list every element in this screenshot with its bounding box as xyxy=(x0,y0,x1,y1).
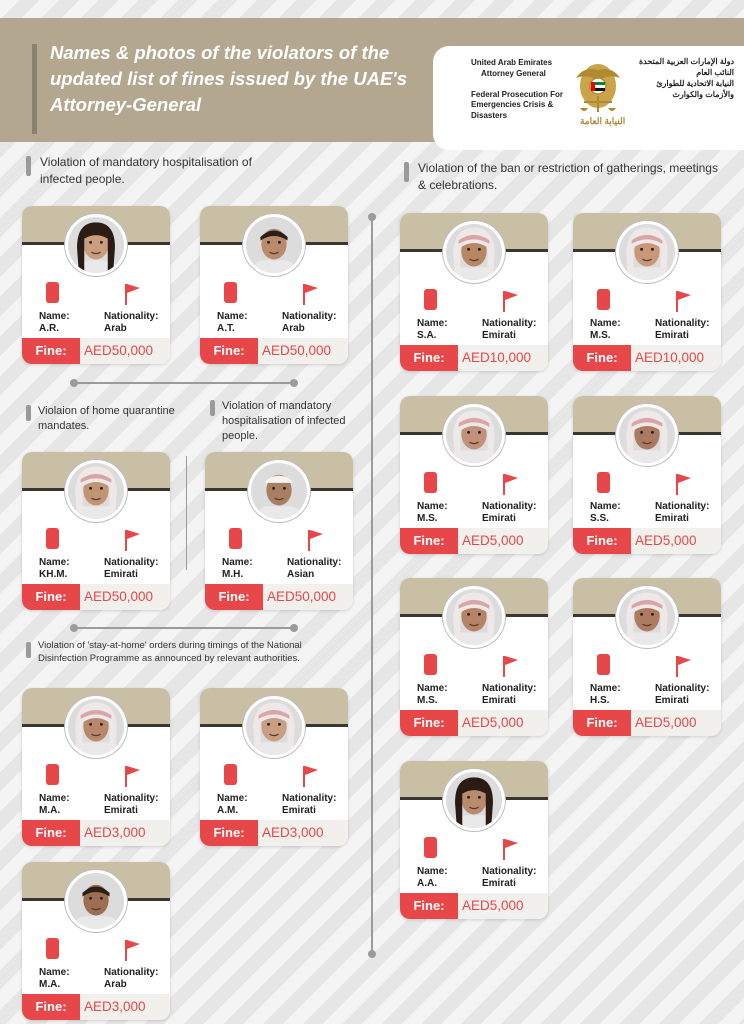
violator-photo xyxy=(616,586,678,648)
fine-amount: AED3,000 xyxy=(84,999,146,1014)
violator-nationality: Emirati xyxy=(104,805,138,816)
violator-name: S.A. xyxy=(417,330,437,341)
name-label: Name: xyxy=(39,793,70,804)
falcon-scales-emblem-icon xyxy=(570,56,626,116)
nationality-label: Nationality: xyxy=(282,311,337,322)
nationality-label: Nationality: xyxy=(282,793,337,804)
fine-row xyxy=(22,994,170,1020)
nationality-label: Nationality: xyxy=(482,318,537,329)
violator-photo xyxy=(65,696,127,758)
name-label: Name: xyxy=(39,967,70,978)
fine-row xyxy=(573,345,721,371)
name-label: Name: xyxy=(417,501,448,512)
name-label: Name: xyxy=(417,866,448,877)
fine-row xyxy=(400,710,548,736)
violator-nationality: Arab xyxy=(104,323,127,334)
fine-row xyxy=(200,820,348,846)
violator-photo xyxy=(65,214,127,276)
nationality-label: Nationality: xyxy=(104,793,159,804)
violator-nationality: Emirati xyxy=(655,513,689,524)
section-marker xyxy=(26,642,31,658)
section-title-hospitalisation-1: Violation of mandatory hospitalisation of infected people. xyxy=(40,155,252,186)
section-marker xyxy=(26,156,31,176)
flag-icon xyxy=(673,654,693,678)
violator-nationality: Emirati xyxy=(655,330,689,341)
violator-nationality: Emirati xyxy=(282,805,316,816)
fine-amount: AED5,000 xyxy=(635,715,697,730)
fine-amount: AED10,000 xyxy=(462,350,532,365)
violator-nationality: Emirati xyxy=(482,695,516,706)
violator-name: M.S. xyxy=(417,695,438,706)
name-label: Name: xyxy=(590,318,621,329)
section-marker xyxy=(404,162,409,182)
flag-icon xyxy=(673,289,693,313)
name-label: Name: xyxy=(217,793,248,804)
fine-label: Fine: xyxy=(22,994,80,1020)
row-divider xyxy=(74,382,294,384)
authority-en-line2: Attorney General xyxy=(481,68,546,78)
violator-name: M.S. xyxy=(590,330,611,341)
header-banner xyxy=(0,18,744,142)
nationality-label: Nationality: xyxy=(104,557,159,568)
violator-photo xyxy=(65,460,127,522)
flag-icon xyxy=(122,528,142,552)
violator-name: H.S. xyxy=(590,695,610,706)
violator-card xyxy=(400,761,548,919)
violator-nationality: Arab xyxy=(104,979,127,990)
authority-en-line3: Federal Prosecution For xyxy=(471,89,564,99)
violator-photo xyxy=(443,586,505,648)
violator-name: A.A. xyxy=(417,878,437,889)
section-title-hospitalisation-2: Violation of mandatory hospitalisation of infected people. xyxy=(222,400,346,442)
fine-amount: AED50,000 xyxy=(84,343,154,358)
flag-icon xyxy=(500,289,520,313)
fine-amount: AED50,000 xyxy=(84,589,154,604)
violator-name: M.S. xyxy=(417,513,438,524)
id-card-icon xyxy=(597,654,610,675)
violator-card xyxy=(573,578,721,736)
fine-amount: AED5,000 xyxy=(462,898,524,913)
violator-card xyxy=(400,213,548,371)
fine-row xyxy=(400,893,548,919)
authority-ar-line2: النائب العام xyxy=(696,68,734,77)
authority-en-line1: United Arab Emirates xyxy=(471,58,553,67)
nationality-label: Nationality: xyxy=(655,318,710,329)
fine-amount: AED5,000 xyxy=(462,533,524,548)
name-label: Name: xyxy=(217,311,248,322)
authority-en-line4: Emergencies Crisis & xyxy=(471,100,554,109)
fine-amount: AED3,000 xyxy=(84,825,146,840)
violator-card xyxy=(400,578,548,736)
header-accent-bar xyxy=(32,44,37,134)
nationality-label: Nationality: xyxy=(655,683,710,694)
flag-icon xyxy=(300,282,320,306)
violator-nationality: Emirati xyxy=(655,695,689,706)
violator-photo xyxy=(443,404,505,466)
fine-label: Fine: xyxy=(22,820,80,846)
violator-nationality: Emirati xyxy=(104,569,138,580)
id-card-icon xyxy=(46,282,59,303)
page-title: Names & photos of the violators of the updated list of fines issued by the UAE's Attorney-General xyxy=(50,42,407,115)
flag-icon xyxy=(122,938,142,962)
nationality-label: Nationality: xyxy=(482,501,537,512)
fine-row xyxy=(400,345,548,371)
authority-arabic xyxy=(639,56,734,100)
flag-icon xyxy=(122,282,142,306)
id-card-icon xyxy=(424,837,437,858)
fine-amount: AED50,000 xyxy=(267,589,337,604)
authority-en-line5: Disasters xyxy=(471,110,508,120)
fine-label: Fine: xyxy=(400,893,458,919)
id-card-icon xyxy=(597,472,610,493)
flag-icon xyxy=(500,472,520,496)
fine-label: Fine: xyxy=(400,345,458,371)
violator-name: KH.M. xyxy=(39,569,68,580)
row-divider xyxy=(74,627,294,629)
violator-card xyxy=(205,452,353,610)
authority-panel xyxy=(433,46,744,150)
name-label: Name: xyxy=(590,501,621,512)
violator-photo xyxy=(65,870,127,932)
violator-card xyxy=(573,396,721,554)
connector-dot xyxy=(368,950,376,958)
nationality-label: Nationality: xyxy=(287,557,342,568)
section-title-stay-at-home: Violation of 'stay-at-home' orders during timings of the National Disinfection Programme as announced by relevant authorities. xyxy=(38,640,302,664)
violator-name: M.A. xyxy=(39,979,61,990)
fine-row xyxy=(22,820,170,846)
authority-ar-line3: النيابة الاتحادية للطوارئ xyxy=(656,79,734,88)
violator-nationality: Emirati xyxy=(482,878,516,889)
violator-nationality: Asian xyxy=(287,569,315,580)
violator-card xyxy=(22,688,170,846)
connector-dot xyxy=(290,379,298,387)
violator-card xyxy=(200,206,348,364)
id-card-icon xyxy=(224,764,237,785)
flag-icon xyxy=(500,837,520,861)
violator-photo xyxy=(616,221,678,283)
flag-icon xyxy=(500,654,520,678)
nationality-label: Nationality: xyxy=(482,866,537,877)
violator-name: M.A. xyxy=(39,805,61,816)
violator-card xyxy=(573,213,721,371)
violator-card xyxy=(22,206,170,364)
name-label: Name: xyxy=(222,557,253,568)
violator-nationality: Emirati xyxy=(482,330,516,341)
section-title-gatherings: Violation of the ban or restriction of gatherings, meetings & celebrations. xyxy=(418,161,718,192)
fine-label: Fine: xyxy=(200,338,258,364)
violator-photo xyxy=(243,696,305,758)
id-card-icon xyxy=(46,764,59,785)
violator-photo xyxy=(616,404,678,466)
fine-label: Fine: xyxy=(573,528,631,554)
violator-name: A.R. xyxy=(39,323,59,334)
nationality-label: Nationality: xyxy=(482,683,537,694)
id-card-icon xyxy=(424,472,437,493)
nationality-label: Nationality: xyxy=(655,501,710,512)
violator-card xyxy=(400,396,548,554)
fine-label: Fine: xyxy=(400,528,458,554)
fine-label: Fine: xyxy=(22,338,80,364)
fine-label: Fine: xyxy=(573,345,631,371)
violator-photo xyxy=(443,221,505,283)
fine-amount: AED5,000 xyxy=(462,715,524,730)
id-card-icon xyxy=(229,528,242,549)
name-label: Name: xyxy=(39,311,70,322)
id-card-icon xyxy=(46,938,59,959)
flag-icon xyxy=(122,764,142,788)
violator-name: A.T. xyxy=(217,323,235,334)
violator-card xyxy=(22,862,170,1020)
id-card-icon xyxy=(424,289,437,310)
emblem-caption: النيابة العامة xyxy=(580,116,626,126)
column-divider xyxy=(371,218,373,954)
fine-amount: AED10,000 xyxy=(635,350,705,365)
violator-name: A.M. xyxy=(217,805,239,816)
violator-nationality: Emirati xyxy=(482,513,516,524)
nationality-label: Nationality: xyxy=(104,311,159,322)
id-card-icon xyxy=(224,282,237,303)
fine-row xyxy=(573,710,721,736)
fine-row xyxy=(200,338,348,364)
name-label: Name: xyxy=(39,557,70,568)
authority-english xyxy=(471,58,563,121)
violator-card xyxy=(200,688,348,846)
violator-card xyxy=(22,452,170,610)
nationality-label: Nationality: xyxy=(104,967,159,978)
fine-amount: AED50,000 xyxy=(262,343,332,358)
violator-photo xyxy=(248,460,310,522)
fine-row xyxy=(205,584,353,610)
fine-label: Fine: xyxy=(22,584,80,610)
violator-nationality: Arab xyxy=(282,323,305,334)
authority-ar-line1: دولة الإمارات العربية المتحدة xyxy=(638,57,734,66)
fine-label: Fine: xyxy=(400,710,458,736)
name-label: Name: xyxy=(590,683,621,694)
name-label: Name: xyxy=(417,318,448,329)
fine-row xyxy=(573,528,721,554)
violator-photo xyxy=(443,769,505,831)
pair-divider xyxy=(186,456,187,570)
flag-icon xyxy=(300,764,320,788)
fine-label: Fine: xyxy=(573,710,631,736)
section-marker xyxy=(210,400,215,416)
fine-amount: AED5,000 xyxy=(635,533,697,548)
fine-label: Fine: xyxy=(205,584,263,610)
connector-dot xyxy=(290,624,298,632)
fine-amount: AED3,000 xyxy=(262,825,324,840)
section-marker xyxy=(26,405,31,421)
fine-label: Fine: xyxy=(200,820,258,846)
violator-name: M.H. xyxy=(222,569,244,580)
authority-ar-line4: والأزمات والكوارث xyxy=(672,90,734,99)
id-card-icon xyxy=(424,654,437,675)
id-card-icon xyxy=(46,528,59,549)
id-card-icon xyxy=(597,289,610,310)
fine-row xyxy=(400,528,548,554)
name-label: Name: xyxy=(417,683,448,694)
section-title-home-quarantine: Violaion of home quarantine mandates. xyxy=(38,405,175,432)
flag-icon xyxy=(305,528,325,552)
violator-photo xyxy=(243,214,305,276)
fine-row xyxy=(22,584,170,610)
flag-icon xyxy=(673,472,693,496)
fine-row xyxy=(22,338,170,364)
violator-name: S.S. xyxy=(590,513,609,524)
